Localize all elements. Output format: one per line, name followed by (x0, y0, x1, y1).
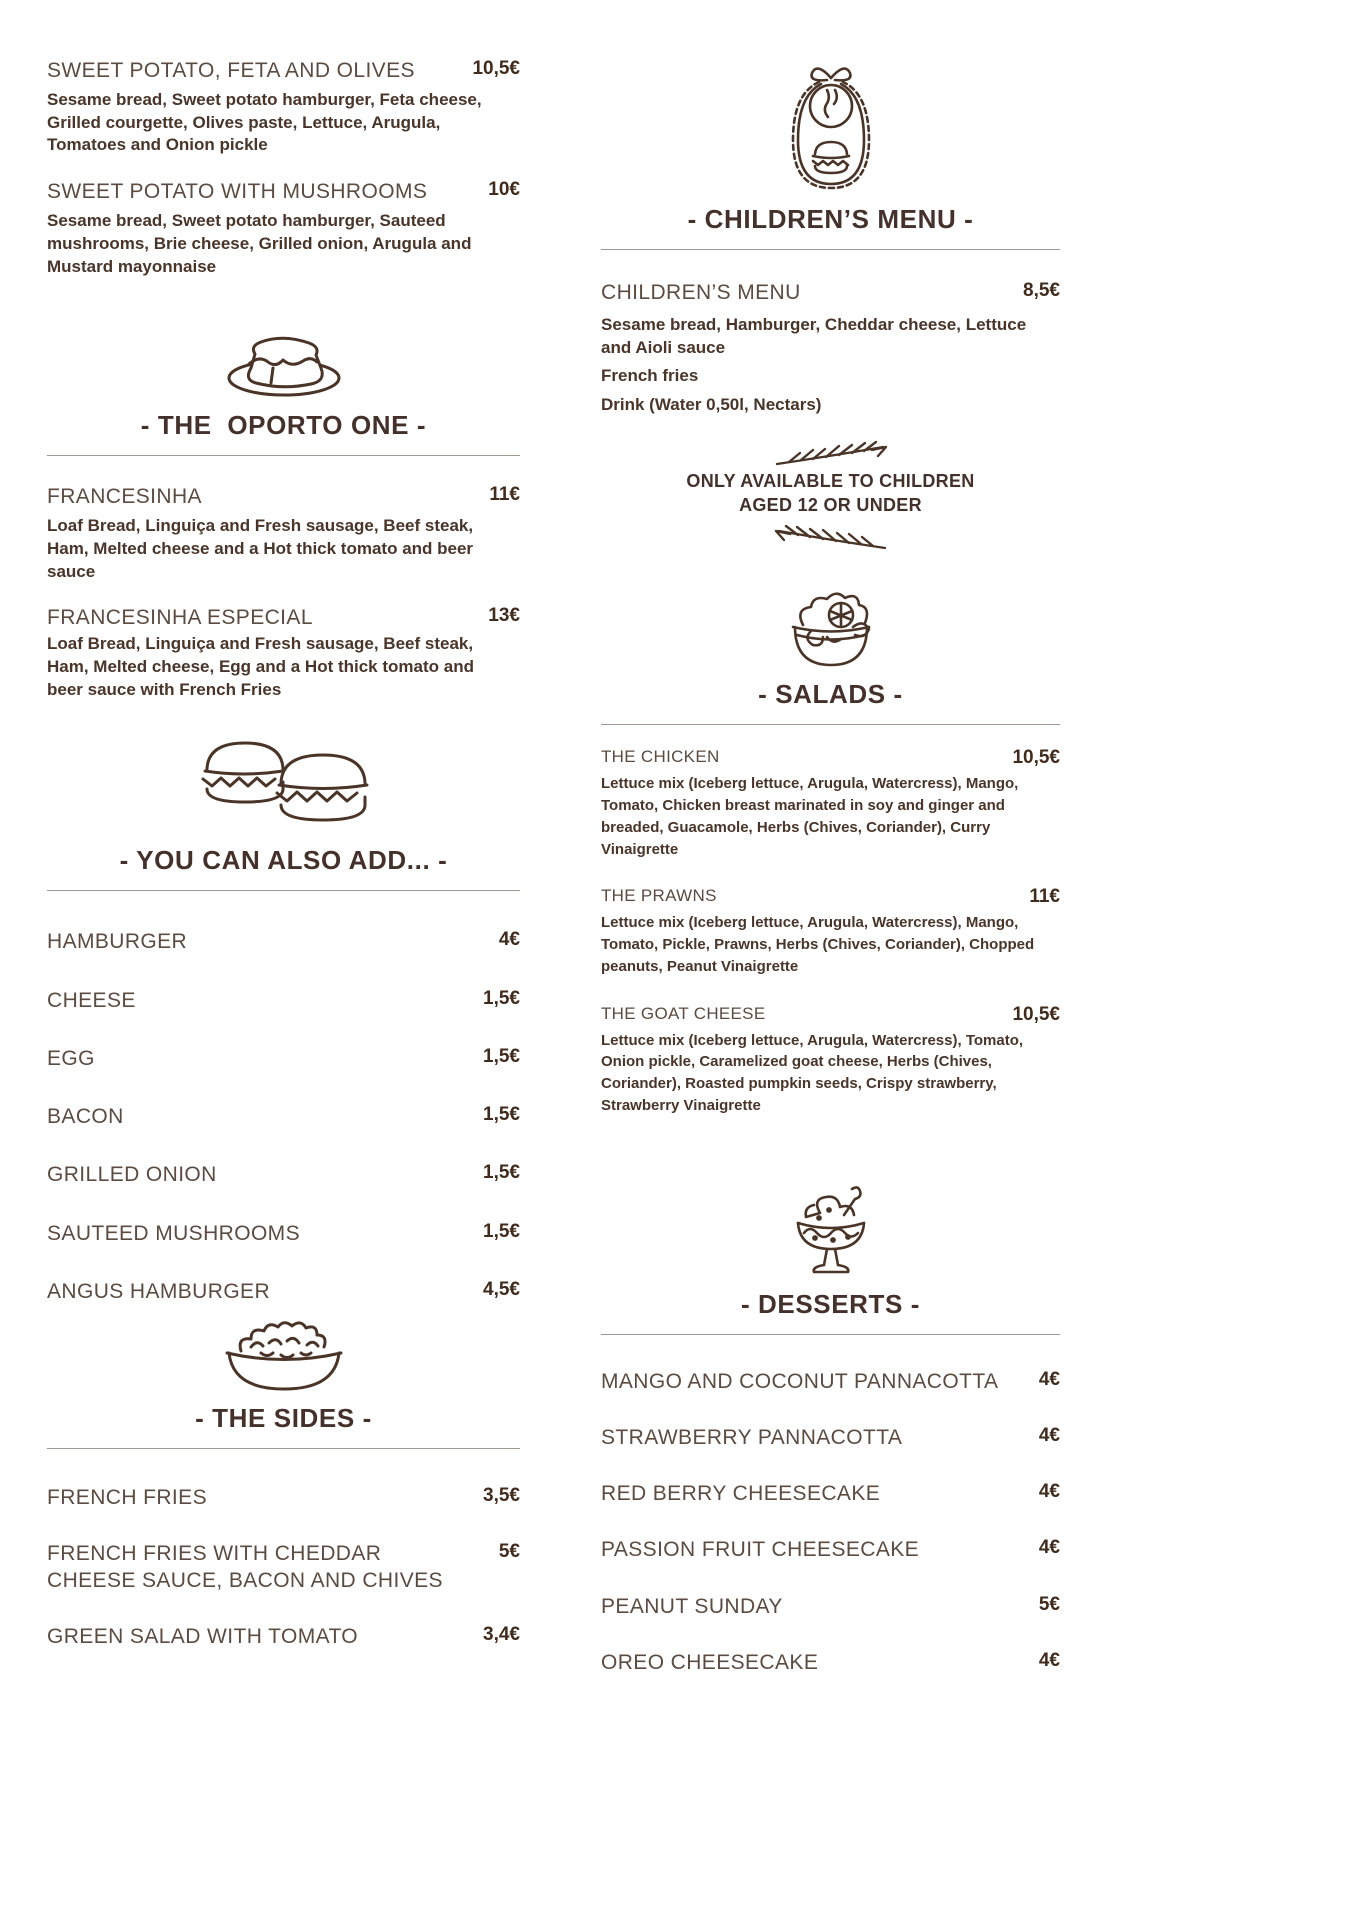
dessert-row-peanut-sunday (601, 1594, 1060, 1620)
item-price: 10€ (488, 179, 520, 201)
item-name: CHEESE (47, 988, 136, 1012)
item-price: 4€ (1038, 1424, 1060, 1446)
item-name: EGG (47, 1046, 95, 1070)
item-price: 4€ (1038, 1649, 1060, 1671)
feather-arrow-right-icon (601, 439, 1060, 469)
dessert-row-mango-coconut (601, 1369, 1060, 1395)
item-price: 4€ (1038, 1537, 1060, 1559)
item-name: THE GOAT CHEESE (601, 1003, 766, 1023)
sundae-icon (601, 1183, 1060, 1279)
children-age-note-line1: ONLY AVAILABLE TO CHILDREN (686, 470, 975, 491)
dessert-row-oreo-cheesecake (601, 1650, 1060, 1676)
item-price: 1,5€ (483, 1045, 520, 1067)
children-age-note (601, 469, 1060, 518)
divider (47, 890, 520, 891)
section-oporto-header (47, 314, 520, 441)
item-name: HAMBURGER (47, 930, 188, 954)
item-name: GREEN SALAD WITH TOMATO (47, 1624, 359, 1648)
item-price: 11€ (1029, 886, 1060, 908)
item-name: PASSION FRUIT CHEESECAKE (601, 1538, 920, 1562)
section-title-sides: - THE SIDES - (195, 1403, 372, 1434)
menu-item-sweet-potato-mushrooms (47, 179, 520, 278)
divider (601, 1334, 1060, 1335)
item-price: 8,5€ (1023, 280, 1060, 301)
divider (601, 249, 1060, 250)
item-name: RED BERRY CHEESECAKE (601, 1482, 881, 1506)
item-price: 1,5€ (483, 987, 520, 1009)
menu-item-childrens-menu (601, 280, 1060, 417)
item-price: 5€ (1038, 1593, 1060, 1615)
section-children-header (601, 58, 1060, 235)
item-name: STRAWBERRY PANNACOTTA (601, 1425, 903, 1449)
item-name: FRANCESINHA (47, 485, 202, 509)
addon-row-cheese (47, 988, 520, 1014)
feather-arrow-left-icon (601, 523, 1060, 553)
item-name: FRENCH FRIES WITH CHEDDAR CHEESE SAUCE, BACON AND CHIVES (47, 1542, 443, 1592)
item-name: SAUTEED MUSHROOMS (47, 1221, 300, 1245)
item-price: 3,4€ (483, 1623, 520, 1645)
sides-bowl-icon (47, 1311, 520, 1393)
item-name: FRENCH FRIES (47, 1486, 207, 1510)
section-addons-header (47, 731, 520, 876)
item-price: 4€ (498, 929, 520, 951)
item-name: MANGO AND COCONUT PANNACOTTA (601, 1369, 999, 1393)
section-salads-header (601, 587, 1060, 710)
item-description: Lettuce mix (Iceberg lettuce, Arugula, Watercress), Mango, Tomato, Pickle, Prawns, Herbs (Chives, Coriander), Chopped peanuts, Peanut Vinaigrette (601, 914, 1035, 975)
section-desserts-header (601, 1183, 1060, 1320)
item-price: 10,5€ (1012, 747, 1060, 769)
item-description-line: Drink (Water 0,50l, Nectars) (601, 395, 822, 415)
item-price: 3,5€ (483, 1485, 520, 1507)
item-price: 4€ (1038, 1481, 1060, 1503)
right-column (601, 58, 1060, 1676)
item-description: Lettuce mix (Iceberg lettuce, Arugula, Watercress), Mango, Tomato, Chicken breast marinated in soy and ginger and breaded, Guacamole, Herbs (Chives, Coriander), Curry Vinaigrette (601, 775, 1019, 858)
item-price: 1,5€ (483, 1104, 520, 1126)
addon-row-hamburger (47, 929, 520, 955)
item-name: CHILDREN’S MENU (601, 281, 801, 304)
item-price: 10,5€ (472, 58, 520, 79)
item-price: 11€ (489, 484, 520, 506)
section-title-desserts: - DESSERTS - (740, 1288, 921, 1319)
item-price: 4€ (1038, 1368, 1060, 1390)
two-burgers-icon (47, 731, 520, 835)
menu-item-francesinha-especial (47, 605, 520, 701)
item-description: Sesame bread, Sweet potato hamburger, Feta cheese, Grilled courgette, Olives paste, Lettuce, Arugula, Tomatoes and Onion pickle (47, 90, 482, 155)
menu-item-sweet-potato-feta (47, 58, 520, 157)
divider (47, 455, 520, 456)
francesinha-plate-icon (47, 314, 520, 400)
section-title-children: - CHILDREN’S MENU - (687, 204, 974, 234)
item-description-line: Sesame bread, Hamburger, Cheddar cheese, Lettuce and Aioli sauce (601, 315, 1027, 357)
section-title-salads: - SALADS - (758, 679, 903, 710)
item-name: OREO CHEESECAKE (601, 1650, 819, 1674)
addon-row-bacon (47, 1104, 520, 1130)
item-name: ANGUS HAMBURGER (47, 1279, 271, 1303)
item-price: 1,5€ (483, 1162, 520, 1184)
item-price: 4,5€ (483, 1278, 520, 1300)
item-description: Lettuce mix (Iceberg lettuce, Arugula, Watercress), Tomato, Onion pickle, Caramelized goat cheese, Herbs (Chives, Coriander), Roasted pumpkin seeds, Crispy strawberry, Strawberry Vinaigrette (601, 1031, 1024, 1114)
item-description: Sesame bread, Sweet potato hamburger, Sauteed mushrooms, Brie cheese, Grilled onion, Arugula and Mustard mayonnaise (47, 211, 472, 276)
addon-row-angus-hamburger (47, 1279, 520, 1305)
item-name: GRILLED ONION (47, 1163, 217, 1187)
side-row-french-fries (47, 1485, 520, 1511)
menu-item-the-chicken (601, 747, 1060, 860)
item-description-line: French fries (601, 366, 699, 386)
dessert-row-strawberry-pannacotta (601, 1425, 1060, 1451)
item-name: SWEET POTATO, FETA AND OLIVES (47, 59, 415, 82)
children-age-note-line2: AGED 12 OR UNDER (739, 494, 922, 515)
menu-item-the-goat-cheese (601, 1004, 1060, 1117)
side-row-cheddar-fries (47, 1541, 520, 1594)
section-title-oporto: - THE OPORTO ONE - (140, 410, 427, 441)
dessert-row-red-berry-cheesecake (601, 1481, 1060, 1507)
item-price: 10,5€ (1012, 1003, 1060, 1025)
item-name: BACON (47, 1105, 124, 1129)
item-name: SWEET POTATO WITH MUSHROOMS (47, 180, 428, 204)
item-name: PEANUT SUNDAY (601, 1594, 783, 1618)
item-description: Loaf Bread, Linguiça and Fresh sausage, Beef steak, Ham, Melted cheese, Egg and a Hot thick tomato and beer sauce with French Fries (47, 634, 474, 699)
dessert-row-passion-fruit-cheesecake (601, 1537, 1060, 1563)
bib-with-burger-icon (601, 58, 1060, 194)
side-row-green-salad (47, 1624, 520, 1650)
left-column (47, 58, 520, 1676)
salad-bowl-icon (601, 587, 1060, 669)
item-price: 5€ (498, 1541, 520, 1563)
item-name: THE CHICKEN (601, 747, 720, 767)
divider (601, 724, 1060, 725)
item-price: 1,5€ (483, 1220, 520, 1242)
addon-row-sauteed-mushrooms (47, 1221, 520, 1247)
section-title-addons: - YOU CAN ALSO ADD... - (119, 845, 448, 876)
menu-item-the-prawns (601, 886, 1060, 977)
menu-item-francesinha (47, 484, 520, 583)
item-description: Loaf Bread, Linguiça and Fresh sausage, Beef steak, Ham, Melted cheese and a Hot thick tomato and beer sauce (47, 516, 474, 581)
item-name: FRANCESINHA ESPECIAL (47, 606, 313, 630)
divider (47, 1448, 520, 1449)
addon-row-egg (47, 1046, 520, 1072)
addon-row-grilled-onion (47, 1162, 520, 1188)
item-name: THE PRAWNS (601, 886, 717, 906)
section-sides-header (47, 1311, 520, 1434)
item-price: 13€ (488, 605, 520, 627)
